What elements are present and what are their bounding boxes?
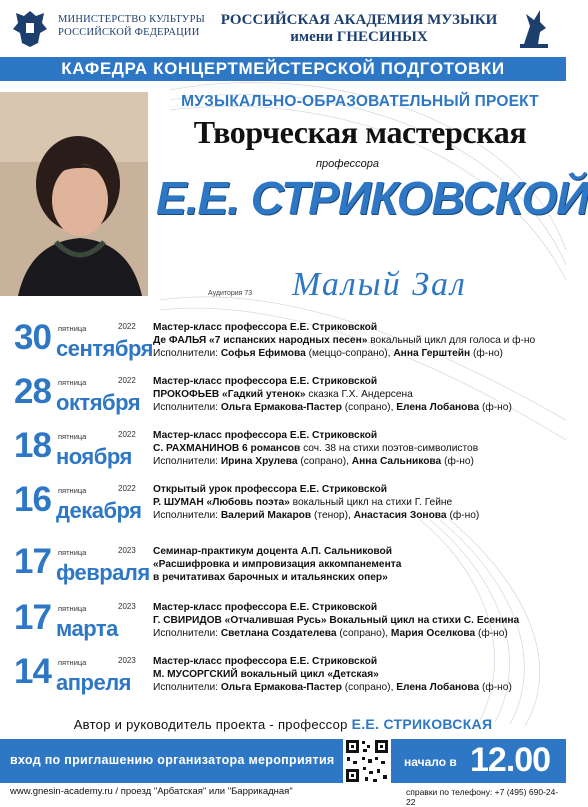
author-label: Автор и руководитель проекта - профессор: [73, 717, 352, 732]
event-month: февраля: [56, 560, 150, 585]
event-details: [153, 429, 563, 468]
event-month: марта: [56, 616, 118, 641]
event-year: 2022: [118, 430, 136, 439]
performer-1: Софья Ефимова: [220, 348, 306, 359]
event-day: 18: [14, 426, 51, 465]
hall-name: Малый Зал: [292, 266, 467, 303]
event-weekday: пятница: [58, 604, 87, 613]
event-performers: [153, 509, 563, 522]
footer-bar: [0, 739, 566, 783]
performer-2-role: (ф-но): [470, 348, 503, 359]
performer-1: Ольга Ермакова-Пастер: [220, 682, 342, 693]
performer-1-role: (меццо-сопрано),: [305, 348, 394, 359]
academy-name: [214, 12, 504, 46]
event-weekday: пятница: [58, 548, 87, 557]
event-work: Р. ШУМАН «Любовь поэта»: [153, 497, 290, 508]
performer-1-role: (сопрано),: [336, 628, 391, 639]
auditorium-label: Аудитория 73: [208, 290, 253, 297]
event-performers: [153, 571, 563, 584]
event-program: [153, 334, 563, 347]
event-item: [0, 654, 566, 710]
project-author: [0, 716, 566, 732]
website-address: www.gnesin-academy.ru / проезд "Арбатская" или "Баррикадная": [10, 786, 293, 797]
performer-2: Анастасия Зонова: [353, 510, 447, 521]
event-work-note: соч. 38 на стихи поэтов-символистов: [300, 443, 479, 454]
event-month: апреля: [56, 670, 132, 695]
performer-1-role: (сопрано),: [341, 682, 397, 693]
event-year: 2023: [118, 546, 136, 555]
event-program: [153, 496, 563, 509]
event-day: 30: [14, 318, 51, 357]
start-time: 12.00: [470, 741, 551, 779]
event-performers: [153, 347, 563, 360]
event-work: ПРОКОФЬЕВ «Гадкий утенок»: [153, 389, 306, 400]
event-work-note: вокальный цикл для голоса и ф-но: [367, 335, 536, 346]
start-label: начало в: [404, 755, 457, 769]
phone-info: справки по телефону: +7 (495) 690-24-22: [406, 787, 559, 807]
event-title: Семинар-практикум доцента А.П. Сальниковой: [153, 546, 393, 557]
pegasus-logo-icon: [516, 6, 552, 50]
event-weekday: пятница: [58, 378, 87, 387]
performer-1-role: (сопрано),: [297, 456, 352, 467]
performers-label: Исполнители:: [153, 402, 221, 413]
event-weekday: пятница: [58, 486, 87, 495]
event-program: [153, 614, 563, 627]
event-details: [153, 375, 563, 414]
performer-1: Ирина Хрулева: [220, 456, 298, 467]
event-work: Г. СВИРИДОВ «Отчалившая Русь» Вокальный цикл на стихи С. Есенина: [153, 615, 520, 626]
event-details: [153, 545, 563, 584]
event-item: [0, 428, 566, 484]
event-day: 17: [14, 598, 51, 637]
performers-label: Исполнители:: [153, 682, 221, 693]
event-year: 2023: [118, 602, 136, 611]
performer-2-role: (ф-но): [479, 682, 512, 693]
event-details: [153, 483, 563, 522]
event-title: Открытый урок профессора Е.Е. Стриковской: [153, 484, 388, 495]
performer-2: Елена Лобанова: [396, 402, 480, 413]
performer-2: Мария Оселкова: [390, 628, 476, 639]
event-title: Мастер-класс профессора Е.Е. Стриковской: [153, 430, 378, 441]
event-program: [153, 388, 563, 401]
event-month: сентября: [56, 336, 153, 361]
event-work-note: сказка Г.Х. Андерсена: [305, 389, 413, 400]
event-weekday: пятница: [58, 324, 87, 333]
event-item: [0, 600, 566, 656]
performer-2: Анна Сальникова: [351, 456, 442, 467]
ministry-line-1: МИНИСТЕРСТВО КУЛЬТУРЫ: [58, 14, 205, 25]
ministry-text: [58, 13, 205, 39]
portrait-image: [0, 92, 148, 296]
event-year: 2022: [118, 484, 136, 493]
performer-1: Валерий Макаров: [220, 510, 312, 521]
event-work: С. РАХМАНИНОВ 6 романсов: [153, 443, 301, 454]
performer-1-role: (сопрано),: [341, 402, 397, 413]
performer-2: Анна Герштейн: [393, 348, 471, 359]
event-item: [0, 374, 566, 430]
event-performers: [153, 455, 563, 468]
event-work: «Расшифровка и импровизация аккомпанемента: [153, 559, 402, 570]
event-title: Мастер-класс профессора Е.Е. Стриковской: [153, 322, 378, 333]
professor-portrait: [0, 92, 148, 296]
event-title: Мастер-класс профессора Е.Е. Стриковской: [153, 376, 378, 387]
project-subtitle: МУЗЫКАЛЬНО-ОБРАЗОВАТЕЛЬНЫЙ ПРОЕКТ: [181, 93, 539, 110]
russian-coat-of-arms-icon: [10, 7, 50, 49]
author-name: Е.Е. СТРИКОВСКАЯ: [351, 716, 493, 732]
event-performers: [153, 401, 563, 414]
event-program: [153, 668, 563, 681]
performer-1: в речитативах барочных и итальянских опер»: [153, 572, 388, 583]
event-day: 14: [14, 652, 51, 691]
ministry-line-2: РОССИЙСКОЙ ФЕДЕРАЦИИ: [58, 27, 200, 38]
event-details: [153, 601, 563, 640]
event-year: 2023: [118, 656, 136, 665]
event-performers: [153, 681, 563, 694]
professor-name: Е.Е. СТРИКОВСКОЙ: [156, 172, 588, 224]
academy-line-2: имени ГНЕСИНЫХ: [290, 29, 428, 45]
performers-label: Исполнители:: [153, 510, 221, 521]
event-performers: [153, 627, 563, 640]
performers-label: Исполнители:: [153, 456, 221, 467]
event-year: 2022: [118, 322, 136, 331]
project-title: Творческая мастерская: [193, 114, 527, 150]
qr-code-icon: [343, 737, 391, 785]
performer-2-role: (ф-но): [446, 510, 480, 521]
performer-2-role: (ф-но): [479, 402, 512, 413]
performer-1: Светлана Создателева: [220, 628, 337, 639]
event-month: декабря: [56, 498, 142, 523]
performer-1-role: (тенор),: [311, 510, 354, 521]
department-banner: КАФЕДРА КОНЦЕРТМЕЙСТЕРСКОЙ ПОДГОТОВКИ: [0, 57, 566, 81]
event-title: Мастер-класс профессора Е.Е. Стриковской: [153, 602, 378, 613]
event-year: 2022: [118, 376, 136, 385]
performers-label: Исполнители:: [153, 628, 221, 639]
performer-1: Ольга Ермакова-Пастер: [220, 402, 342, 413]
event-day: 16: [14, 480, 51, 519]
event-item: [0, 482, 566, 538]
event-day: 17: [14, 542, 51, 581]
event-program: [153, 442, 563, 455]
entry-note: вход по приглашению организатора мероприятия: [10, 753, 335, 767]
event-program: [153, 558, 563, 571]
performers-label: Исполнители:: [153, 348, 221, 359]
event-month: октября: [56, 390, 141, 415]
event-work: М. МУСОРГСКИЙ вокальный цикл «Детская»: [153, 669, 379, 680]
event-weekday: пятница: [58, 658, 87, 667]
academy-line-1: РОССИЙСКАЯ АКАДЕМИЯ МУЗЫКИ: [220, 12, 498, 28]
professor-word: профессора: [316, 158, 379, 170]
event-day: 28: [14, 372, 51, 411]
event-item: [0, 320, 566, 376]
event-month: ноября: [56, 444, 132, 469]
event-details: [153, 321, 563, 360]
event-item: [0, 544, 566, 600]
event-title: Мастер-класс профессора Е.Е. Стриковской: [153, 656, 378, 667]
header: [0, 0, 566, 56]
event-work-note: вокальный цикл на стихи Г. Гейне: [289, 497, 453, 508]
event-weekday: пятница: [58, 432, 87, 441]
performer-2: Елена Лобанова: [396, 682, 480, 693]
event-work: Де ФАЛЬЯ «7 испанских народных песен»: [153, 335, 368, 346]
performer-2-role: (ф-но): [441, 456, 474, 467]
event-details: [153, 655, 563, 694]
performer-2-role: (ф-но): [475, 628, 508, 639]
